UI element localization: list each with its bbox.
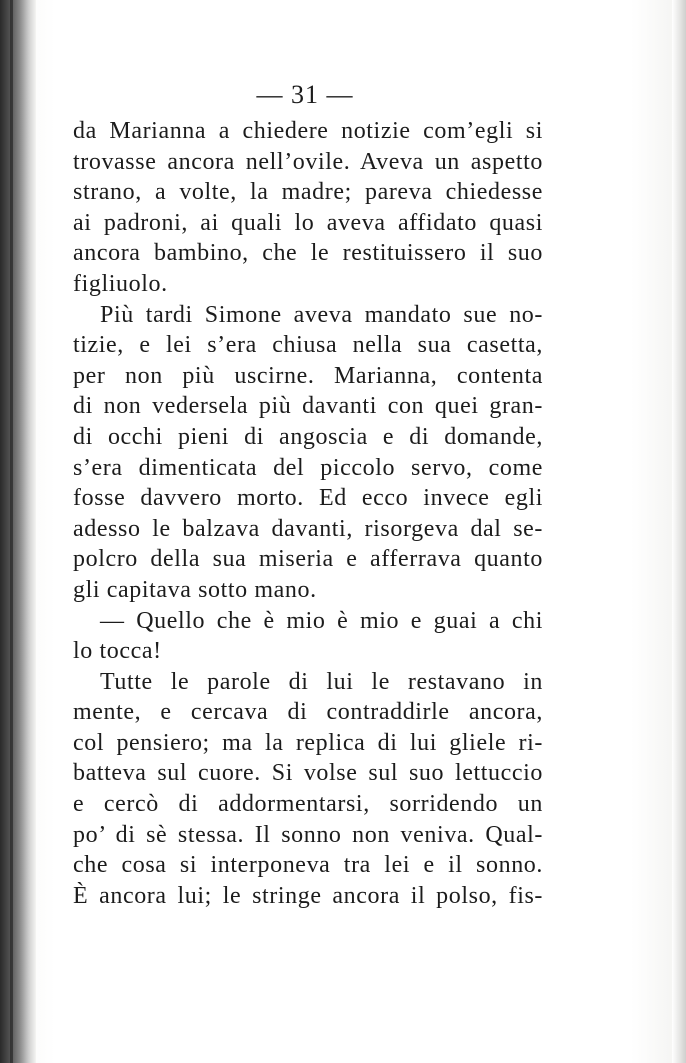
- text-line: che cosa si interponeva tra lei e il sonno.: [73, 852, 543, 879]
- text-line: ancora bambino, che le restituissero il suo: [73, 240, 543, 267]
- text-line: gli capitava sotto mano.: [73, 576, 317, 603]
- text-line: e cercò di addormentarsi, sorridendo un: [73, 791, 543, 818]
- text-line: da Marianna a chiedere notizie com’egli si: [73, 118, 543, 144]
- text-line: di occhi pieni di angoscia e di domande,: [73, 423, 543, 450]
- body-text: [73, 116, 543, 911]
- text-line: Tutte le parole di lui le restavano in: [100, 668, 543, 695]
- page-binding-shadow: [0, 0, 36, 1063]
- text-line: adesso le balzava davanti, risorgeva dal se-: [73, 515, 543, 542]
- text-line: per non più uscirne. Marianna, contenta: [73, 362, 543, 389]
- text-line: po’ di sè stessa. Il sonno non veniva. Qual-: [73, 821, 543, 848]
- page-right-edge: [672, 0, 686, 1063]
- text-line: trovasse ancora nell’ovile. Aveva un aspetto: [73, 148, 543, 175]
- text-line: strano, a volte, la madre; pareva chiedesse: [73, 179, 543, 206]
- text-line: fosse davvero morto. Ed ecco invece egli: [73, 485, 543, 512]
- text-line: s’era dimenticata del piccolo servo, come: [73, 454, 543, 481]
- text-line: di non vedersela più davanti con quei gran-: [73, 393, 543, 420]
- text-line: Più tardi Simone aveva mandato sue no-: [100, 301, 543, 328]
- text-line: lo tocca!: [73, 638, 162, 665]
- text-line: tizie, e lei s’era chiusa nella sua casetta,: [73, 332, 543, 359]
- text-line: batteva sul cuore. Si volse sul suo lettuccio: [73, 760, 543, 787]
- text-line: È ancora lui; le stringe ancora il polso, fis-: [73, 882, 543, 909]
- page-number: — 31 —: [256, 80, 354, 109]
- text-line: ai padroni, ai quali lo aveva affidato quasi: [73, 209, 543, 236]
- text-line: — Quello che è mio è mio e guai a chi: [100, 607, 543, 634]
- text-line: col pensiero; ma la replica di lui gliele ri-: [73, 729, 543, 756]
- text-line: polcro della sua miseria e afferrava quanto: [73, 546, 543, 573]
- text-line: mente, e cercava di contraddirle ancora,: [73, 699, 543, 726]
- text-line: figliuolo.: [73, 270, 168, 297]
